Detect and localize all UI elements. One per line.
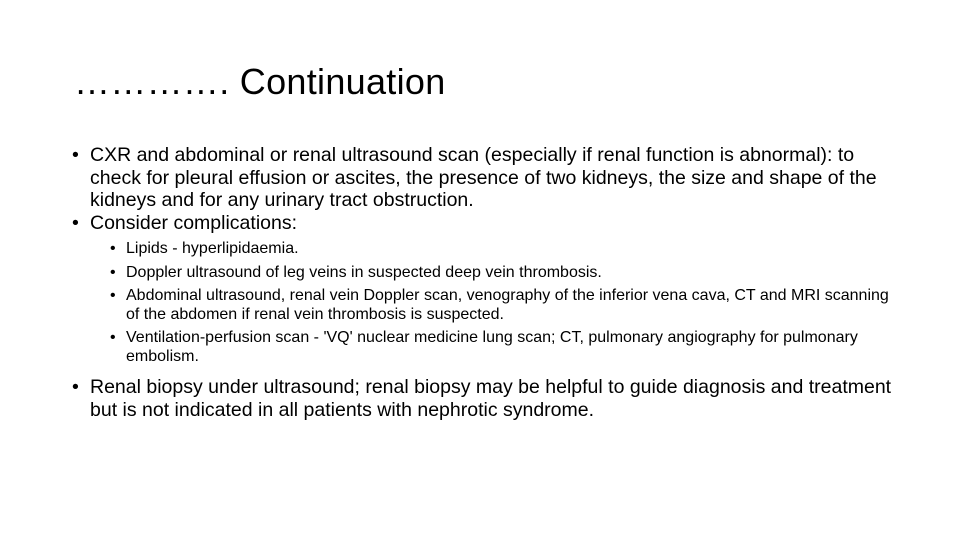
complications-list [110, 240, 892, 366]
bullet-renal-biopsy: • Renal biopsy under ultrasound; renal biopsy may be helpful to guide diagnosis and treatment but is not indicated in all patients with nephrotic syndrome. [72, 376, 892, 421]
slide-content [72, 144, 892, 421]
bullet-complications: • Consider complications: [72, 212, 892, 235]
sub-bullet-doppler: • Doppler ultrasound of leg veins in suspected deep vein thrombosis. [110, 264, 892, 283]
sub-bullet-lipids: • Lipids - hyperlipidaemia. [110, 240, 892, 259]
sub-bullet-abdominal-ultrasound: • Abdominal ultrasound, renal vein Doppler scan, venography of the inferior vena cava, CT and MRI scanning of the abdomen if renal vein thrombosis is suspected. [110, 287, 892, 324]
bullet-investigations: • CXR and abdominal or renal ultrasound scan (especially if renal function is abnormal): to check for pleural effusion or ascites, the presence of two kidneys, the size and shape of the kidneys and for any urinary tract obstruction. [72, 144, 892, 212]
sub-bullet-ventilation-perfusion: • Ventilation-perfusion scan - 'VQ' nuclear medicine lung scan; CT, pulmonary angiography for pulmonary embolism. [110, 329, 892, 366]
slide-title: …………. Continuation [74, 61, 446, 102]
